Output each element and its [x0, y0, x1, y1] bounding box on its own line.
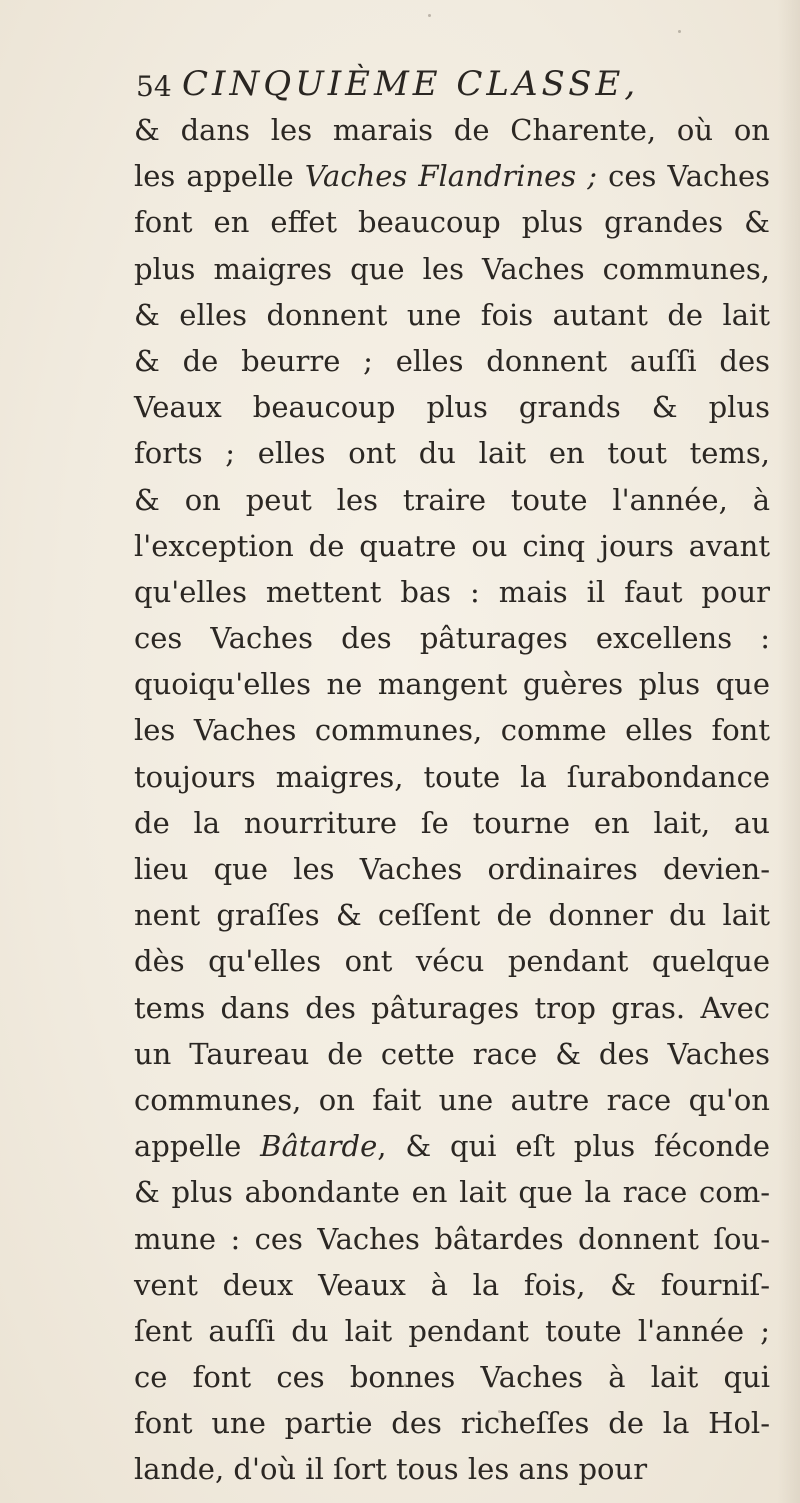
running-title: CINQUIÈME CLASSE, [182, 64, 640, 104]
page-header [136, 64, 696, 110]
text-line: ce font ces bonnes Vaches à lait qui [134, 1360, 770, 1395]
text-line: font une partie des richeſſes de la Hol- [134, 1406, 770, 1441]
text-line: nent graſſes & ceſſent de donner du lait [134, 898, 770, 933]
paper-speck [404, 1384, 407, 1387]
text-line: un Taureau de cette race & des Vaches [134, 1036, 770, 1071]
text-line: mune : ces Vaches bâtardes donnent ſou- [134, 1221, 770, 1256]
text-line: font en effet beaucoup plus grandes & [134, 205, 770, 240]
text-line: vent deux Veaux à la fois, & fourniſ- [134, 1267, 770, 1302]
text-line: l'exception de quatre ou cinq jours avant [134, 528, 770, 563]
page-edge-shadow [778, 0, 800, 1503]
text-line: les Vaches communes, comme elles font [134, 713, 770, 748]
text-line: ces Vaches des pâturages excellens : [134, 621, 770, 656]
text-line: plus maigres que les Vaches communes, [134, 251, 770, 286]
italic-term: Bâtarde [260, 1129, 378, 1164]
text-line: lieu que les Vaches ordinaires devien- [134, 852, 770, 886]
text-line: toujours maigres, toute la ſurabondance [134, 759, 770, 794]
body-text [134, 107, 770, 1493]
text-line: communes, on fait une autre race qu'on [134, 1082, 770, 1117]
text-line: & plus abondante en lait que la race com- [134, 1175, 770, 1210]
paper-speck [428, 14, 431, 17]
text-line: ſent auſſi du lait pendant toute l'année ; [134, 1313, 770, 1348]
text-line: de la nourriture ſe tourne en lait, au [134, 805, 770, 840]
italic-term: Vaches Flandrines ; [304, 159, 598, 194]
text-line: quoiqu'elles ne mangent guères plus que [134, 667, 770, 702]
text-line: Veaux beaucoup plus grands & plus [134, 390, 770, 425]
page-number: 54 [136, 70, 172, 103]
text-line: les appelle Vaches Flandrines ; ces Vaches [134, 159, 770, 194]
text-line: qu'elles mettent bas : mais il faut pour [134, 574, 770, 609]
text-line: & dans les marais de Charente, où on [134, 113, 770, 147]
paper-speck [678, 30, 681, 33]
text-line: & de beurre ; elles donnent auſſi des [134, 343, 770, 378]
text-line: tems dans des pâturages trop gras. Avec [134, 990, 770, 1025]
text-line: forts ; elles ont du lait en tout tems, [134, 436, 770, 471]
text-line: lande, d'où il ſort tous les ans pour [134, 1452, 648, 1487]
text-line: & elles donnent une fois autant de lait [134, 297, 770, 332]
text-line: dès qu'elles ont vécu pendant quelque [134, 944, 770, 979]
text-line: & on peut les traire toute l'année, à [134, 482, 770, 517]
paper-speck [498, 1410, 501, 1413]
text-line: appelle Bâtarde, & qui eſt plus féconde [134, 1129, 770, 1164]
